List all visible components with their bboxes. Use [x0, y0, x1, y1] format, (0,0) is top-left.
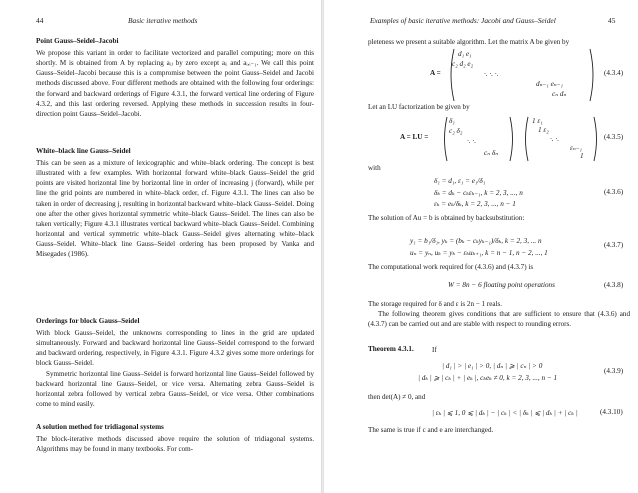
section-heading-point-gsj: Point Gauss–Seidel–Jacobi [36, 37, 119, 45]
right-page [324, 0, 638, 493]
final-text: The same is true if c and e are interchanged. [368, 426, 494, 434]
section-heading-block-orderings: Orderings for block Gauss–Seidel [36, 317, 140, 325]
matrix-a-lhs: A = [430, 69, 441, 77]
paragraph-point-gsj: We propose this variant in order to facilitate vectorized and parallel computing; more on this shortly. M is obtained from A by replacing aᵢⱼ by zero except aᵢᵢ and aᵢ,ᵢ₋₁. We call this point Gauss–Seidel–Jacobi because this is a compromise between the point Gauss–Seidel and Jacobi methods discussed above. Four different methods are obtained with the following four orderings: the forward and backward orderings of Figure 4.3.1, the forward vertical line ordering of Figure 4.3.2, and this last ordering reversed. Applying these methods in succession results in four-direction point Gauss–Seidel–Jacobi. [36, 49, 314, 118]
left-running-head: Basic iterative methods [128, 16, 198, 25]
paragraph-block-orderings-1: With block Gauss–Seidel, the unknowns corresponding to lines in the grid are updated simultaneously. Forward and backward horizontal line Gauss–Seidel correspond to the forward and backward ordering, respectively, in Figure 4.3.1. Figure 4.3.2 gives some more orderings for block Gauss–Seidel. [36, 329, 314, 368]
matrix-a-row-2: c₂ d₂ e₂ [452, 60, 474, 68]
left-page-number: 44 [36, 16, 44, 25]
matrix-a-row-5: cₙ dₙ [552, 90, 567, 98]
theorem-label: Theorem 4.3.1. [368, 345, 414, 353]
paragraph-white-black-line: This can be seen as a mixture of lexicographic and white–black ordering. The concept is best illustrated with a few examples. With horizontal forward white–black Gauss–Seidel the grid points are visited horizontal line by horizontal line in order of increasing j (forward), while per line the grid points are numbered in white–black order, cf. Figure 4.3.1. The lines can also be taken in order of decreasing j, resulting in horizontal backward white–black Gauss–Seidel. Doing one after the other gives horizontal symmetric white–black Gauss–Seidel. The lines can also be taken vertically; Figure 4.3.1 illustrates vertical backward white–black Gauss–Seidel. Combining horizontal and vertical symmetric white–black Gauss–Seidel gives alternating white–black Gauss–Seidel. White–black line Gauss–Seidel ordering has been proposed by Vanka and Misegades (1986). [36, 159, 314, 259]
intro-text: pleteness we present a suitable algorithm. Let the matrix A be given by [368, 38, 570, 46]
matrix-l-row-1: δ₁ [449, 117, 455, 125]
eq-439-line-2: | dₖ | ⩾ | cₖ | + | eₖ |, cₖeₖ ≠ 0, k = 2, 3, ..., n − 1 [418, 374, 558, 382]
eq-number-434: (4.3.4) [604, 69, 624, 77]
section-heading-tridiagonal: A solution method for tridiagonal systems [36, 423, 164, 431]
then-text: then det(A) ≠ 0, and [368, 393, 426, 401]
matrix-l-row-3: ·. ·. [467, 137, 476, 145]
matrix-u-row-3: ·. ·. [550, 135, 559, 143]
lu-intro-text: Let an LU factorization be given by [368, 103, 470, 111]
backsub-intro-text: The solution of Au = b is obtained by backsubstitution: [368, 214, 525, 222]
matrix-lu-brackets [442, 115, 600, 163]
with-label: with [368, 164, 381, 172]
matrix-a-row-4: dₙ₋₁ eₙ₋₁ [536, 80, 563, 88]
conditions-text: The following theorem gives conditions that are sufficient to ensure that (4.3.6) and (4.3.7) can be carried out and are stable with respect to rounding errors. [368, 310, 630, 329]
matrix-u-row-2: 1 ε₂ [538, 126, 549, 134]
eq-436-line-2: δₖ = dₖ − cₖεₖ₋₁, k = 2, 3, ..., n [434, 189, 523, 197]
paragraph-tridiagonal: The block-iterative methods discussed above require the solution of tridiagonal systems. Algorithms may be found in many textbooks. For com- [36, 435, 314, 454]
eq-number-436: (4.3.6) [604, 188, 624, 196]
eq-4310-line: | εₖ | ⩽ 1, 0 ⩽ | dₖ | − | cₖ | < | δₖ | ⩽ | dₖ | + | cₖ | [432, 409, 578, 417]
matrix-lu-lhs: A = LU = [400, 133, 429, 141]
theorem-if: If [432, 346, 437, 354]
eq-number-439: (4.3.9) [604, 367, 624, 375]
paragraph-block-orderings-2: Symmetric horizontal line Gauss–Seidel is forward horizontal line Gauss–Seidel followed by backward horizontal line Gauss–Seidel, or vice versa. Alternating zebra Gauss–Seidel is horizontal zebra followed by vertical zebra Gauss–Seidel, or vice versa. Other combinations come to mind easily. [36, 370, 314, 409]
eq-439-line-1: | d₁ | > | e₁ | > 0, | dₙ | ⩾ | cₙ | > 0 [442, 362, 543, 370]
right-page-number: 45 [608, 16, 616, 25]
matrix-u-row-5: 1 [580, 152, 584, 160]
eq-436-line-1: δ₁ = d₁, ε₁ = e₁/δ₁ [434, 177, 486, 185]
eq-number-437: (4.3.7) [604, 241, 624, 249]
section-heading-white-black-line: White–black line Gauss–Seidel [36, 147, 131, 155]
eq-number-435: (4.3.5) [604, 133, 624, 141]
eq-437-line-1: y₁ = b₁/δ₁, yₖ = (bₖ − cₖyₖ₋₁)/δₖ, k = 2, 3, ... n [410, 237, 542, 245]
matrix-a-row-3: ·. ·. ·. [484, 70, 499, 78]
eq-number-4310: (4.3.10) [600, 408, 623, 416]
matrix-u-row-1: 1 ε₁ [532, 117, 543, 125]
matrix-u-row-4: εₙ₋₁ [570, 144, 583, 152]
matrix-a-row-1: d₁ e₁ [458, 50, 472, 58]
storage-text: The storage required for δ and ε is 2n − 1 reals. [368, 300, 503, 308]
right-running-head: Examples of basic iterative methods: Jacobi and Gauss–Seidel [370, 16, 556, 25]
matrix-l-row-4: cₙ δₙ [484, 149, 499, 157]
eq-number-438: (4.3.8) [604, 281, 624, 289]
eq-438-line: W = 8n − 6 floating point operations [448, 281, 555, 289]
work-intro-text: The computational work required for (4.3.6) and (4.3.7) is [368, 263, 534, 271]
eq-436-line-3: εₖ = eₖ/δₖ, k = 2, 3, ..., n − 1 [434, 200, 516, 208]
eq-437-line-2: uₙ = yₙ, uₖ = yₖ − εₖuₖ₊₁, k = n − 1, n − 2, ..., 1 [410, 249, 548, 257]
matrix-l-row-2: c₂ δ₂ [449, 127, 463, 135]
